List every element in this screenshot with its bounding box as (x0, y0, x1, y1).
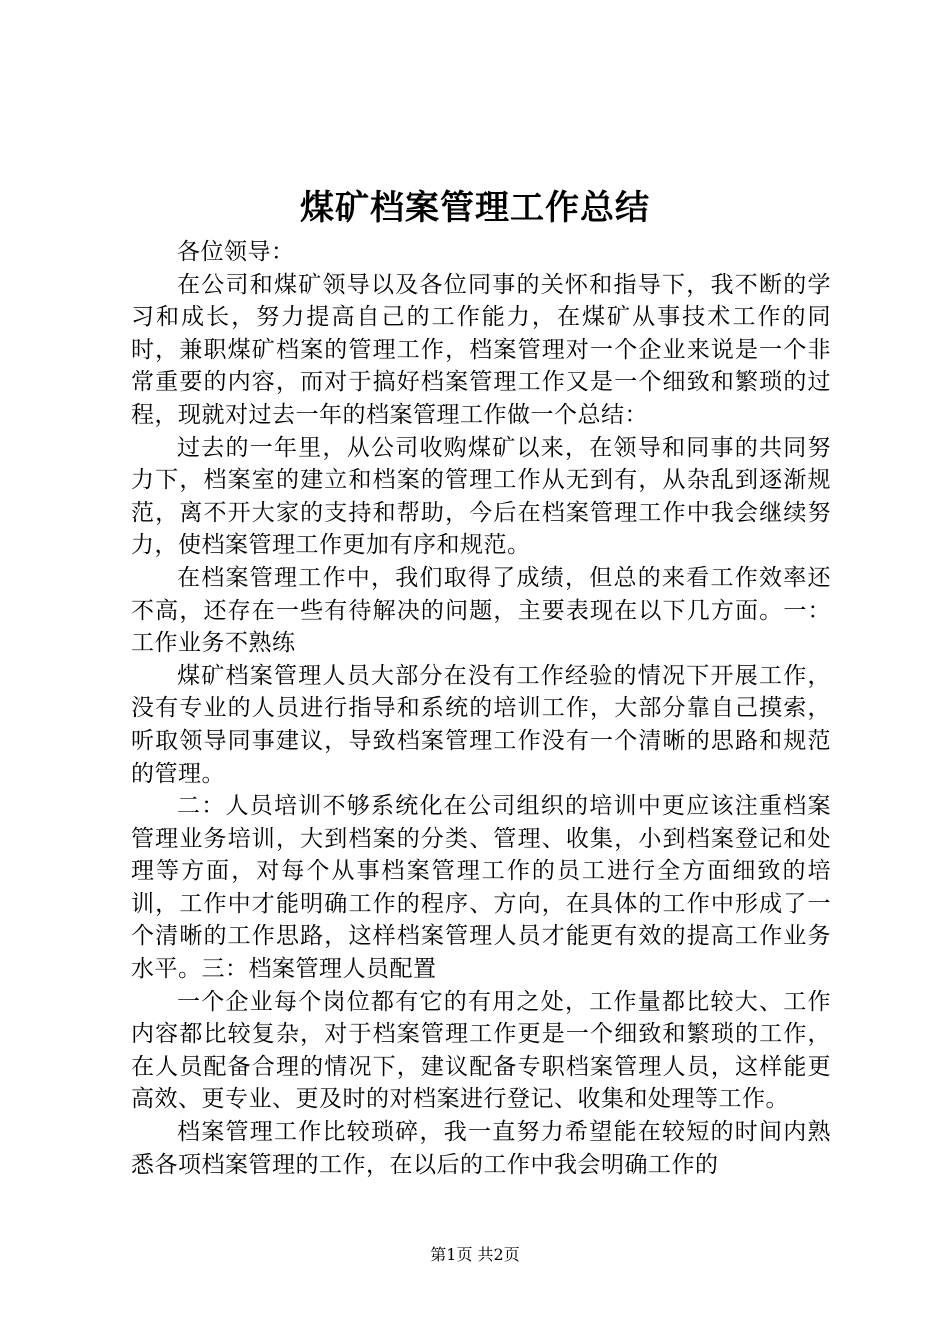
salutation: 各位领导： (177, 239, 295, 265)
page-number: 第1页 共2页 (430, 1245, 520, 1264)
paragraph-past-year: 过去的一年里，从公司收购煤矿以来，在领导和同事的共同努力下，档案室的建立和档案的管理工作从无到有，从杂乱到逐渐规范，离不开大家的支持和帮助，今后在档案管理工作中我会继续努力，使档案管理工作更加有序和规范。 (131, 434, 831, 559)
document-body (131, 236, 831, 1181)
paragraph-closing: 档案管理工作比较琐碎，我一直努力希望能在较短的时间内熟悉各项档案管理的工作，在以后的工作中我会明确工作的 (131, 1119, 831, 1178)
paragraph-problems: 在档案管理工作中，我们取得了成绩，但总的来看工作效率还不高，还存在一些有待解决的问题，主要表现在以下几方面。一：工作业务不熟练 (131, 564, 831, 657)
document-title: 煤矿档案管理工作总结 (300, 188, 650, 228)
paragraph-training: 二：人员培训不够系统化在公司组织的培训中更应该注重档案管理业务培训，大到档案的分类、管理、收集，小到档案登记和处理等方面，对每个从事档案管理工作的员工进行全方面细致的培训，工作中才能明确工作的程序、方向，在具体的工作中形成了一个清晰的工作思路，这样档案管理人员才能更有效的提高工作业务水平。三：档案管理人员配置 (131, 793, 831, 983)
paragraph-inexperience: 煤矿档案管理人员大部分在没有工作经验的情况下开展工作，没有专业的人员进行指导和系统的培训工作，大部分靠自己摸索，听取领导同事建议，导致档案管理工作没有一个清晰的思路和规范的管理。 (131, 662, 831, 787)
paragraph-intro: 在公司和煤矿领导以及各位同事的关怀和指导下，我不断的学习和成长，努力提高自己的工作能力，在煤矿从事技术工作的同时，兼职煤矿档案的管理工作，档案管理对一个企业来说是一个非常重要的内容，而对于搞好档案管理工作又是一个细致和繁琐的过程，现就对过去一年的档案管理工作做一个总结： (131, 271, 831, 428)
paragraph-staffing: 一个企业每个岗位都有它的有用之处，工作量都比较大、工作内容都比较复杂，对于档案管理工作更是一个细致和繁琐的工作，在人员配备合理的情况下，建议配备专职档案管理人员，这样能更高效、更专业、更及时的对档案进行登记、收集和处理等工作。 (131, 988, 831, 1113)
